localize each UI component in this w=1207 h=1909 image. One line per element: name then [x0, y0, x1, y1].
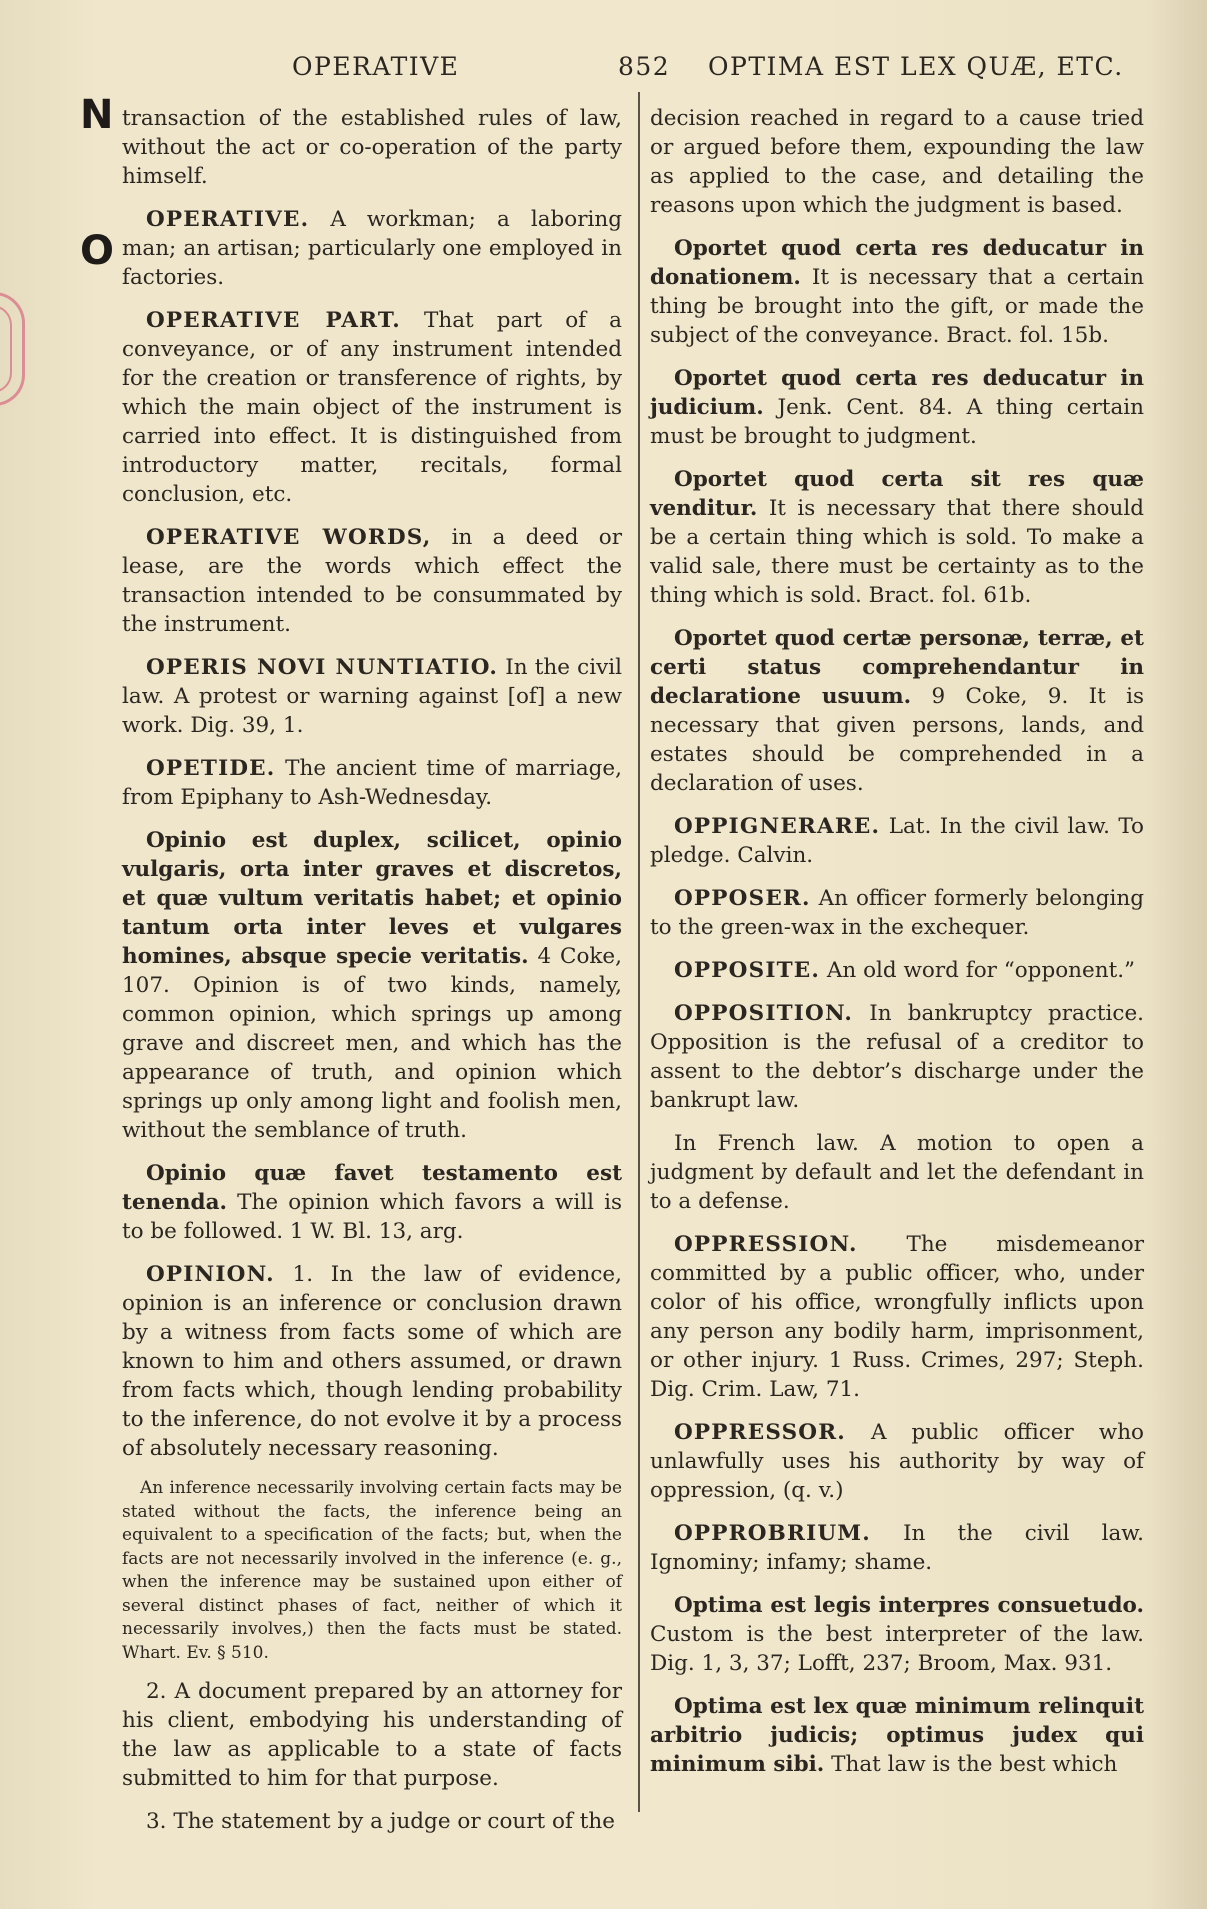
entry-definition: In French law. A motion to open a judgment by default and let the defendant in to a defense.	[650, 1131, 1144, 1214]
entry-definition: Lat. In the civil law. To pledge. Calvin.	[650, 814, 1144, 868]
entry-definition: 4 Coke, 107. Opinion is of two kinds, namely, common opinion, which springs up among grave and discreet men, and which has the appearance of truth, and opinion which springs up only among light and foolish men, without the semblance of truth.	[122, 944, 622, 1143]
entry-maxim: Optima est legis interpres consuetudo.	[674, 1593, 1144, 1618]
entry	[650, 624, 1144, 798]
entry-term: OPPOSITE.	[674, 958, 821, 983]
entry-term: OPERATIVE PART.	[146, 308, 401, 333]
entry	[122, 826, 622, 1145]
entry-term: OPPROBRIUM.	[674, 1521, 871, 1546]
entry	[650, 1230, 1144, 1404]
entry-definition: in a deed or lease, are the words which effect the transaction intended to be consummated by the instrument.	[122, 525, 622, 637]
entry-definition: 9 Coke, 9. It is necessary that given persons, lands, and estates should be comprehended in a declaration of uses.	[650, 684, 1144, 796]
entry	[122, 653, 622, 740]
entry	[650, 1591, 1144, 1678]
entry-definition: In the civil law. Ignominy; infamy; shame.	[650, 1521, 1144, 1575]
entry	[122, 1159, 622, 1246]
entry-definition: In bankruptcy practice. Opposition is the refusal of a creditor to assent to the debtor’s discharge under the bankrupt law.	[650, 1001, 1144, 1113]
entry-definition: 1. In the law of evidence, opinion is an inference or conclusion drawn by a witness from facts some of which are known to him and others assumed, or drawn from facts which, though lending probability to the inference, do not evolve it by a process of absolutely necessary reasoning.	[122, 1262, 622, 1461]
entry-term: OPPRESSION.	[674, 1232, 858, 1257]
entry	[650, 1519, 1144, 1577]
right-column	[650, 104, 1144, 1793]
entry-term: OPERATIVE WORDS,	[146, 525, 432, 550]
entry-definition: The misdemeanor committed by a public officer, who, under color of his office, wrongfully inflicts upon any person any bodily harm, imprisonment, or other injury. 1 Russ. Crimes, 297; Steph. Dig. Crim. Law, 71.	[650, 1232, 1144, 1402]
entry	[122, 1260, 622, 1463]
entry	[650, 999, 1144, 1115]
page-number: 852	[618, 52, 671, 81]
entry	[122, 306, 622, 509]
entry-definition: That part of a conveyance, or of any instrument intended for the creation or transference of rights, by which the main object of the instrument is carried into effect. It is distinguished from introductory matter, recitals, formal conclusion, etc.	[122, 308, 622, 507]
entry-definition: In the civil law. A protest or warning against [of] a new work. Dig. 39, 1.	[122, 655, 622, 738]
running-header	[0, 52, 1207, 92]
entry: decision reached in regard to a cause tried or argued before them, expounding the law as applied to the case, and detailing the reasons upon which the judgment is based.	[650, 106, 1144, 218]
entry-definition: An old word for “opponent.”	[826, 958, 1136, 983]
entry-term: OPPRESSOR.	[674, 1420, 846, 1445]
entry-definition: The opinion which favors a will is to be followed. 1 W. Bl. 13, arg.	[122, 1190, 622, 1244]
entry	[122, 523, 622, 639]
entry-definition: Custom is the best interpreter of the law. Dig. 1, 3, 37; Lofft, 237; Broom, Max. 931.	[650, 1622, 1144, 1676]
entry	[122, 754, 622, 812]
entry-note: An inference necessarily involving certain facts may be stated without the facts, the inference being an equivalent to a specification of the facts; but, when the facts are not necessarily involved in the inference (e. g., when the inference may be sustained upon either of several distinct phases of fact, neither of which it necessarily involves,) then the facts must be stated. Whart. Ev. § 510.	[122, 1478, 622, 1663]
entry-definition: A public officer who unlawfully uses his authority by way of oppression, (q. v.)	[650, 1420, 1144, 1503]
entry	[650, 234, 1144, 350]
entry	[650, 1692, 1144, 1779]
thumb-index-tab-mark	[0, 292, 25, 406]
entry	[650, 812, 1144, 870]
entry-definition: It is necessary that a certain thing be brought into the gift, or made the subject of the conveyance. Bract. fol. 15b.	[650, 265, 1144, 348]
entry-term: OPETIDE.	[146, 756, 276, 781]
entry-maxim: Oportet quod certæ personæ, terræ, et certi status comprehendantur in declaratione usuum.	[650, 626, 1144, 709]
column-divider	[638, 92, 640, 1812]
entry	[650, 364, 1144, 451]
entry-definition: The ancient time of marriage, from Epiphany to Ash-Wednesday.	[122, 756, 622, 810]
thumb-index-letter-n: N	[80, 92, 114, 138]
entry-continuation: 3. The statement by a judge or court of the	[146, 1809, 615, 1834]
entry-term: OPPOSER.	[674, 886, 811, 911]
entry-definition: Jenk. Cent. 84. A thing certain must be brought to judgment.	[650, 395, 1144, 449]
entry-term: OPPOSITION.	[674, 1001, 854, 1026]
entry	[650, 465, 1144, 610]
entry-term: OPINION.	[146, 1262, 275, 1287]
entry	[650, 1129, 1144, 1216]
entry-definition: That law is the best which	[831, 1752, 1118, 1777]
entry	[650, 1418, 1144, 1505]
entry	[650, 956, 1144, 985]
entry-maxim: Opinio est duplex, scilicet, opinio vulgaris, orta inter graves et discretos, et quæ vultum veritatis habet; et opinio tantum orta inter leves et vulgares homines, absque specie veritatis.	[122, 828, 622, 969]
header-left-guide-word: OPERATIVE	[292, 52, 460, 81]
entry-term: OPERATIVE.	[146, 207, 310, 232]
entry-maxim: Oportet quod certa res deducatur in donationem.	[650, 236, 1144, 290]
thumb-index-letter-o: O	[80, 228, 115, 274]
entry-maxim: Oportet quod certa res deducatur in judicium.	[650, 366, 1144, 420]
entry	[650, 884, 1144, 942]
entry	[122, 205, 622, 292]
entry-term: OPPIGNERARE.	[674, 814, 881, 839]
entry-maxim: Oportet quod certa sit res quæ venditur.	[650, 467, 1144, 521]
entry-definition: It is necessary that there should be a certain thing which is sold. To make a valid sale, there must be certainty as to the thing which is sold. Bract. fol. 61b.	[650, 496, 1144, 608]
entry-continuation: 2. A document prepared by an attorney for his client, embodying his understanding of the law as applicable to a state of facts submitted to him for that purpose.	[122, 1679, 622, 1791]
entry-definition: A workman; a laboring man; an artisan; particularly one employed in factories.	[122, 207, 622, 290]
entry-definition: An officer formerly belonging to the green-wax in the exchequer.	[650, 886, 1144, 940]
left-column	[122, 104, 622, 1850]
entry: transaction of the established rules of law, without the act or co-operation of the party himself.	[122, 106, 622, 189]
entry-maxim: Optima est lex quæ minimum relinquit arbitrio judicis; optimus judex qui minimum sibi.	[650, 1694, 1144, 1777]
header-right-guide-word: OPTIMA EST LEX QUÆ, ETC.	[708, 52, 1124, 81]
entry-maxim: Opinio quæ favet testamento est tenenda.	[122, 1161, 622, 1215]
entry-term: OPERIS NOVI NUNTIATIO.	[146, 655, 499, 680]
